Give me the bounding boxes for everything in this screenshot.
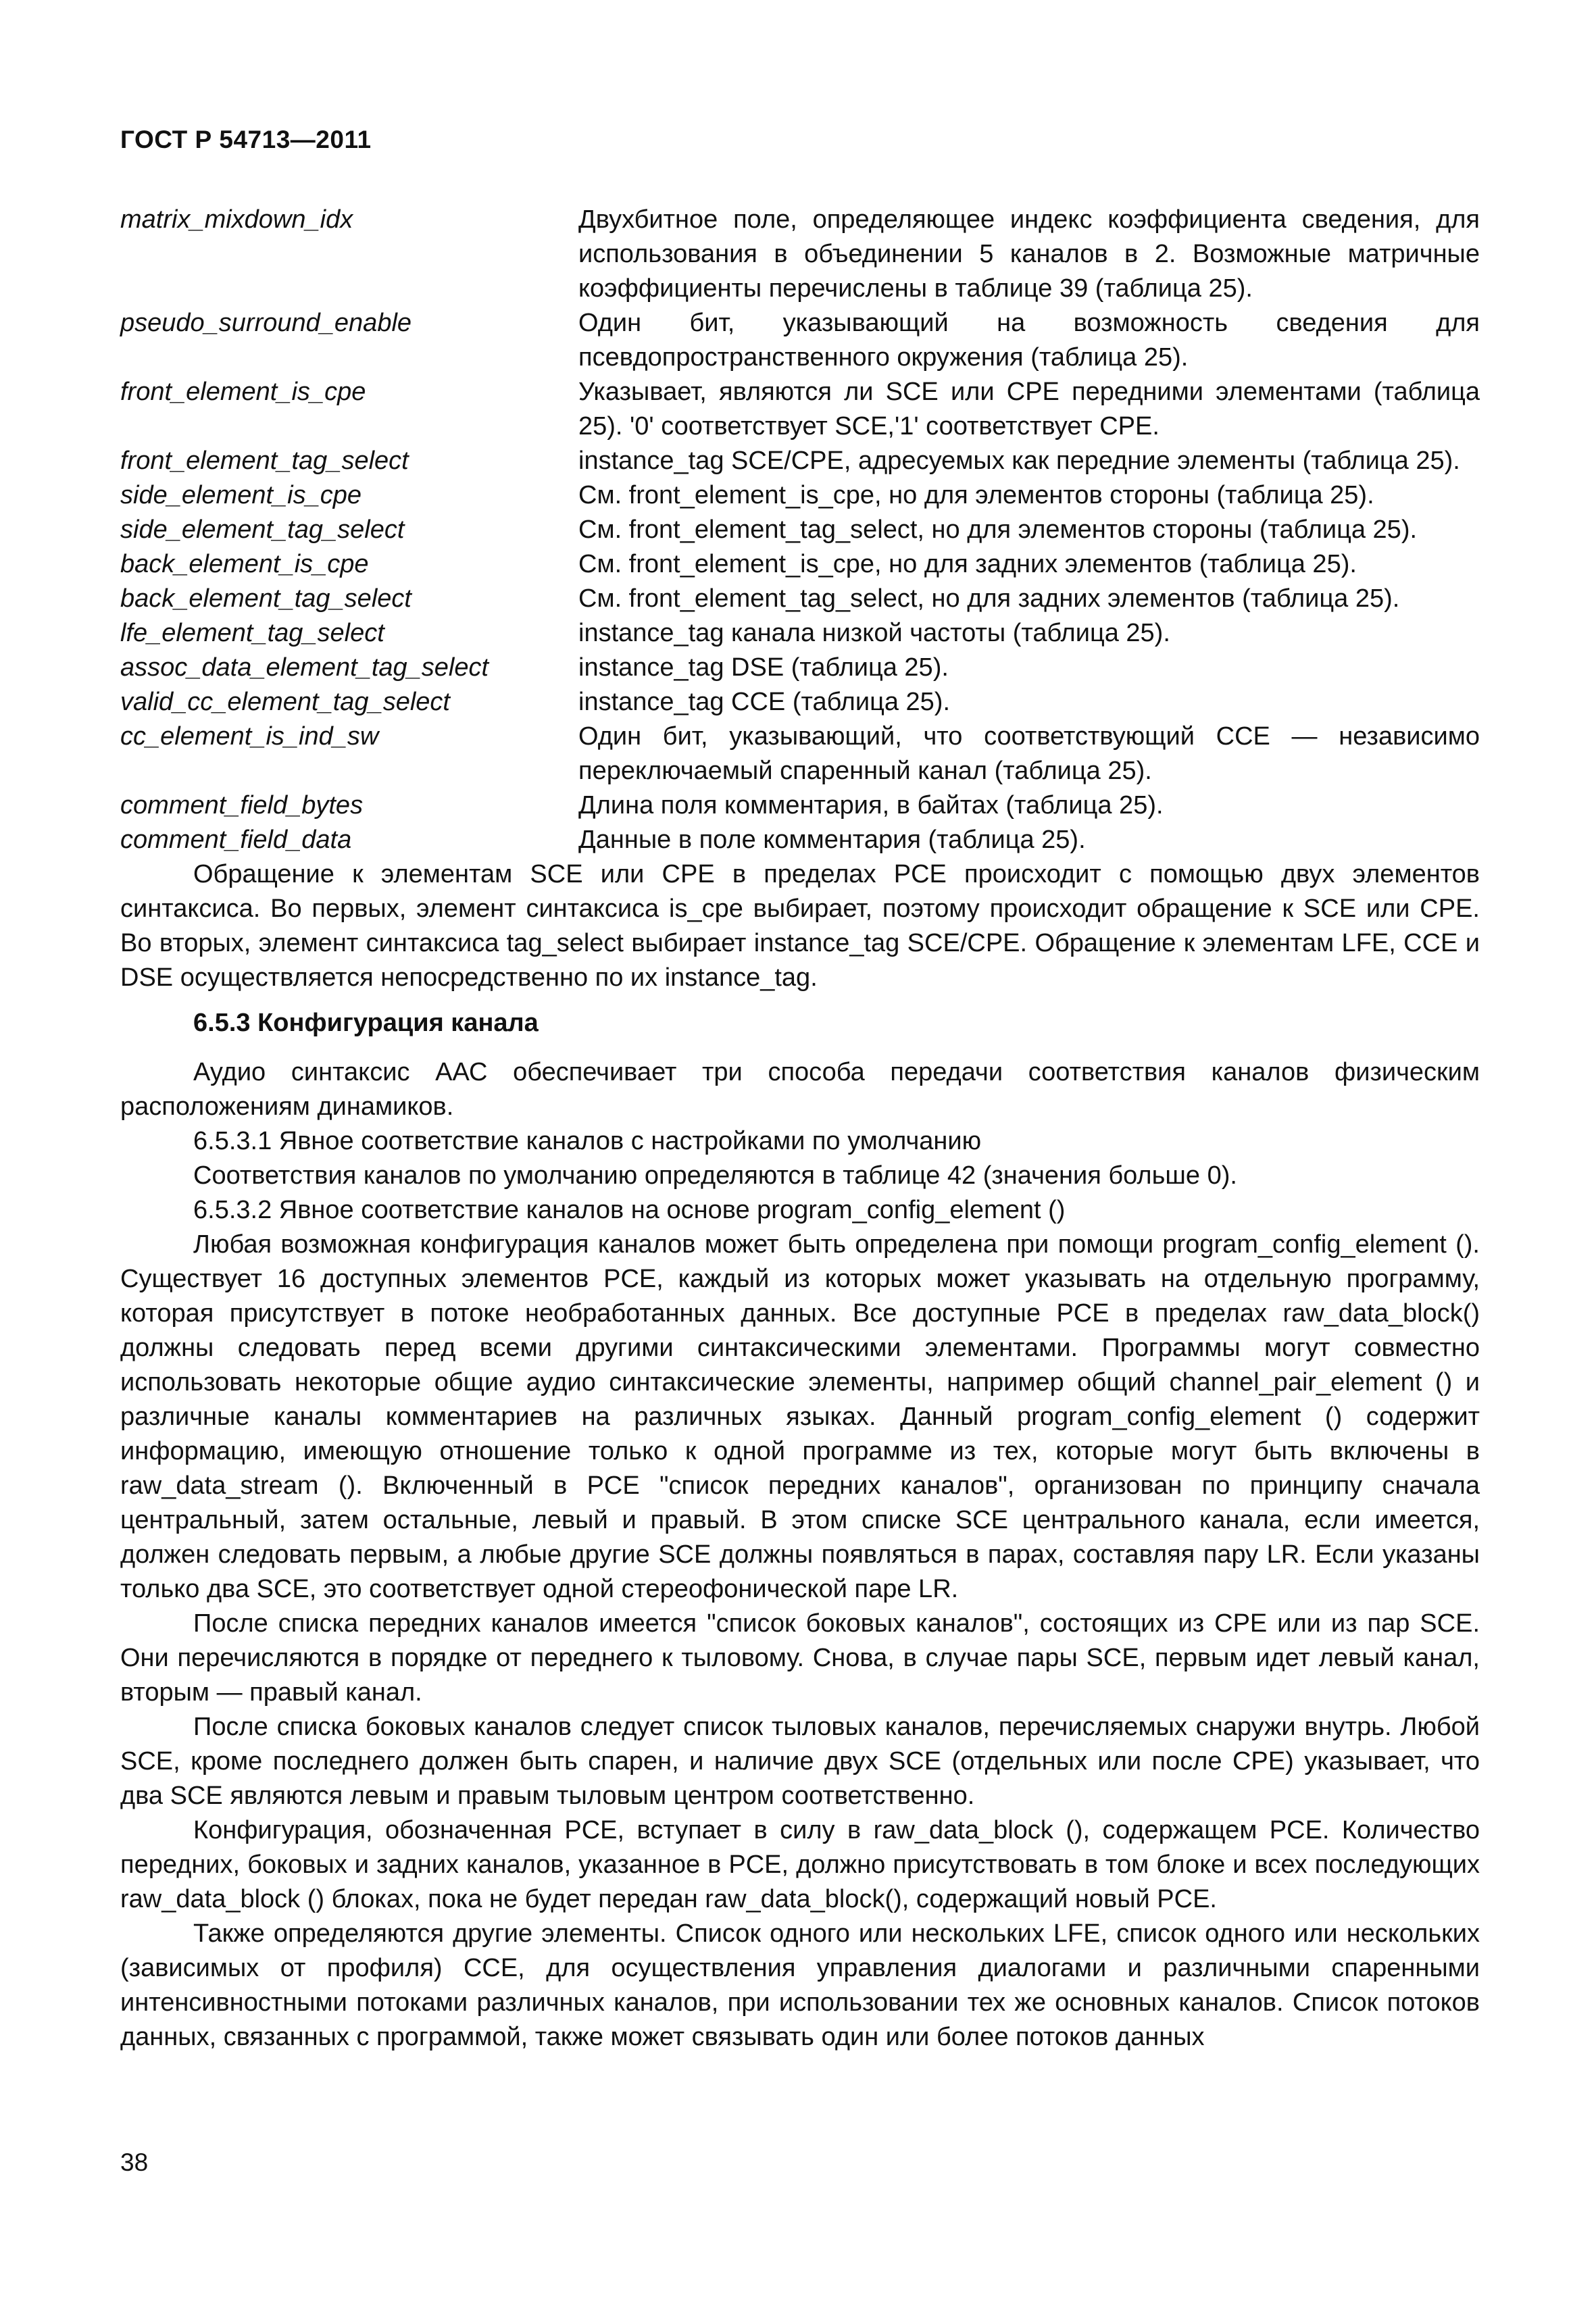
definition-term: front_element_tag_select xyxy=(120,447,409,475)
body-paragraph: Аудио синтаксис ААС обеспечивает три способа передачи соответствия каналов физическим расположениям динамиков. xyxy=(120,1058,1480,1121)
definition-row xyxy=(120,720,1480,788)
definition-term: comment_field_data xyxy=(120,826,352,854)
definition-desc: instance_tag SCE/CPE, адресуемых как передние элементы (таблица 25). xyxy=(578,447,1460,475)
body-paragraph: 6.5.3.1 Явное соответствие каналов с настройками по умолчанию xyxy=(193,1127,982,1155)
definition-desc: См. front_element_tag_select, но для задних элементов (таблица 25). xyxy=(578,584,1400,613)
standard-header: ГОСТ Р 54713—2011 xyxy=(120,126,372,153)
definition-row xyxy=(120,788,1480,823)
definition-term: comment_field_bytes xyxy=(120,791,364,820)
definition-term: front_element_is_cpe xyxy=(120,378,366,406)
definition-desc: Один бит, указывающий на возможность сведения для псевдопространственного окружения (таблица 25). xyxy=(578,309,1480,372)
page-content xyxy=(120,203,1480,2055)
definition-term: lfe_element_tag_select xyxy=(120,619,384,647)
definition-row xyxy=(120,478,1480,513)
body-paragraph: Любая возможная конфигурация каналов может быть определена при помощи program_config_element (). Существует 16 доступных элементов PCE, каждый из которых может указывать на отдельную программу, которая присутствует в потоке необработанных данных. Все доступные PCE в пределах raw_data_block() должны следовать перед всеми другими синтаксическими элементами. Программы могут совместно использовать некоторые общие аудио синтаксические элементы, например общий channel_pair_element () и различные каналы комментариев на различных языках. Данный program_config_element () содержит информацию, имеющую отношение только к одной программе из тех, которые могут быть включены в raw_data_stream (). Включенный в PCE "список передних каналов", организован по принципу сначала центральный, затем остальные, левый и правый. В этом списке SCE центрального канала, если имеется, должен следовать первым, а любые другие SCE должны появляться в парах, составляя пару LR. Если указаны только два SCE, это соответствует одной стереофонической паре LR. xyxy=(120,1230,1480,1603)
definition-desc: instance_tag DSE (таблица 25). xyxy=(578,653,949,682)
definition-term: cc_element_is_ind_sw xyxy=(120,722,379,751)
definition-term: side_element_is_cpe xyxy=(120,481,362,509)
definition-term: back_element_is_cpe xyxy=(120,550,369,578)
definition-term: pseudo_surround_enable xyxy=(120,309,412,337)
body-paragraph: После списка передних каналов имеется "список боковых каналов", состоящих из CPE или из пар SCE. Они перечисляются в порядке от переднего к тыловому. Снова, в случае пары SCE, первым идет левый канал, вторым — правый канал. xyxy=(120,1609,1480,1707)
body-paragraph: 6.5.3.2 Явное соответствие каналов на основе program_config_element () xyxy=(193,1196,1066,1224)
definition-desc: См. front_element_is_cpe, но для элементов стороны (таблица 25). xyxy=(578,481,1374,509)
definition-desc: instance_tag канала низкой частоты (таблица 25). xyxy=(578,619,1170,647)
definition-row xyxy=(120,651,1480,685)
definition-row xyxy=(120,306,1480,375)
definition-desc: Длина поля комментария, в байтах (таблица 25). xyxy=(578,791,1164,820)
definition-row xyxy=(120,547,1480,582)
definition-row xyxy=(120,685,1480,720)
definition-term: valid_cc_element_tag_select xyxy=(120,688,450,716)
definition-row xyxy=(120,616,1480,651)
body-paragraph: После списка боковых каналов следует список тыловых каналов, перечисляемых снаружи внутрь. Любой SCE, кроме последнего должен быть спарен, и наличие двух SCE (отдельных или после CPE) указывает, что два SCE являются левым и правым тыловым центром соответственно. xyxy=(120,1713,1480,1810)
section-heading: 6.5.3 Конфигурация канала xyxy=(193,1009,539,1037)
body-paragraph: Также определяются другие элементы. Список одного или нескольких LFE, список одного или нескольких (зависимых от профиля) CCE, для осуществления управления диалогами и различными спаренными интенсивностными потоками различных каналов, при использовании тех же основных каналов. Список потоков данных, связанных с программой, также может связывать один или более потоков данных xyxy=(120,1919,1480,2051)
definition-row xyxy=(120,444,1480,478)
definition-desc: Один бит, указывающий, что соответствующий CCE — независимо переключаемый спаренный канал (таблица 25). xyxy=(578,722,1480,785)
body-paragraph: Обращение к элементам SCE или CPE в пределах PCE происходит с помощью двух элементов синтаксиса. Во первых, элемент синтаксиса is_cpe выбирает, поэтому происходит обращение к SCE или CPE. Во вторых, элемент синтаксиса tag_select выбирает instance_tag SCE/CPE. Обращение к элементам LFE, CCE и DSE осуществляется непосредственно по их instance_tag. xyxy=(120,860,1480,992)
definition-term: side_element_tag_select xyxy=(120,515,405,544)
definitions-list xyxy=(120,203,1480,857)
definition-term: assoc_data_element_tag_select xyxy=(120,653,489,682)
body-paragraph: Соответствия каналов по умолчанию определяются в таблице 42 (значения больше 0). xyxy=(193,1161,1237,1190)
definition-desc: instance_tag CCE (таблица 25). xyxy=(578,688,950,716)
definition-desc: См. front_element_tag_select, но для элементов стороны (таблица 25). xyxy=(578,515,1418,544)
definition-term: matrix_mixdown_idx xyxy=(120,205,353,234)
definition-term: back_element_tag_select xyxy=(120,584,412,613)
definition-desc: См. front_element_is_cpe, но для задних элементов (таблица 25). xyxy=(578,550,1357,578)
definition-desc: Двухбитное поле, определяющее индекс коэффициента сведения, для использования в объединении 5 каналов в 2. Возможные матричные коэффициенты перечислены в таблице 39 (таблица 25). xyxy=(578,205,1480,303)
definition-row xyxy=(120,513,1480,547)
definition-desc: Данные в поле комментария (таблица 25). xyxy=(578,826,1086,854)
definition-row xyxy=(120,203,1480,306)
body-paragraph: Конфигурация, обозначенная PCE, вступает в силу в raw_data_block (), содержащем PCE. Количество передних, боковых и задних каналов, указанное в PCE, должно присутствовать в том блоке и всех последующих raw_data_block () блоках, пока не будет передан raw_data_block(), содержащий новый PCE. xyxy=(120,1816,1480,1913)
page-number: 38 xyxy=(120,2148,149,2176)
definition-row xyxy=(120,582,1480,616)
definition-row xyxy=(120,823,1480,857)
definition-row xyxy=(120,375,1480,444)
definition-desc: Указывает, являются ли SCE или CPE передними элементами (таблица 25). '0' соответствует SCE,'1' соответствует CPE. xyxy=(578,378,1480,441)
